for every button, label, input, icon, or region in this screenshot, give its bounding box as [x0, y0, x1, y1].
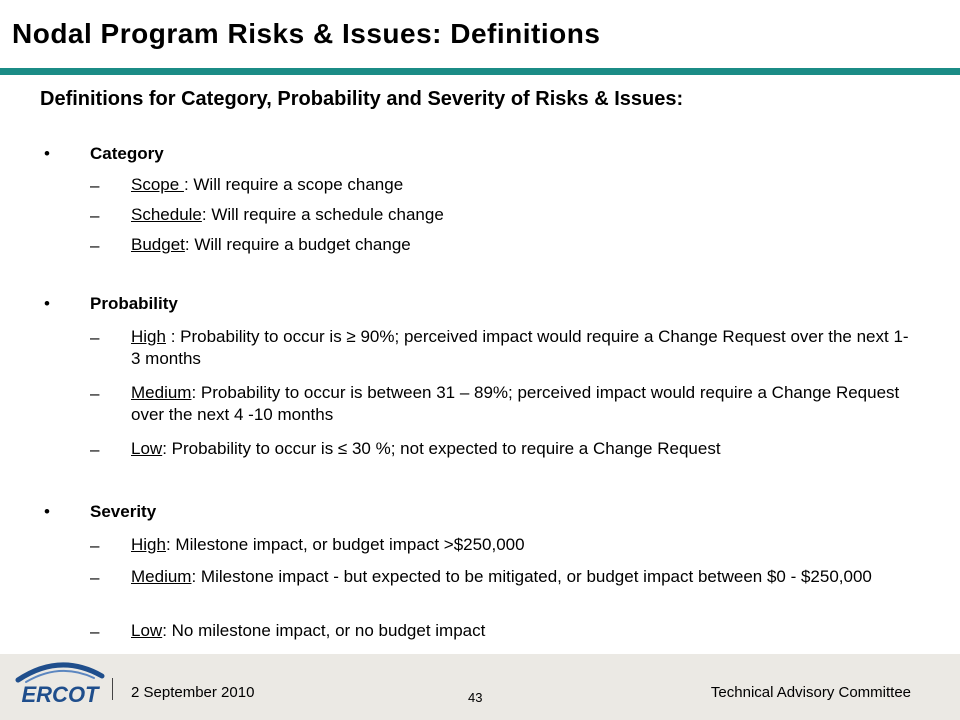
footer-date: 2 September 2010	[131, 684, 255, 701]
dash: –	[90, 384, 100, 403]
dash: –	[90, 622, 100, 641]
heading-category: Category	[90, 144, 164, 163]
page-number: 43	[468, 690, 483, 705]
list-item	[131, 382, 911, 426]
definition: : Milestone impact, or budget impact >$250,000	[165, 535, 525, 554]
term: Medium	[131, 567, 192, 586]
list-item	[131, 174, 911, 196]
list-item	[131, 234, 911, 256]
dash: –	[90, 328, 100, 347]
term: Schedule	[131, 205, 202, 224]
term: Budget	[131, 235, 185, 254]
logo-swoosh	[18, 665, 102, 680]
list-item	[131, 620, 911, 642]
definition: : Probability to occur is between 31 – 89%; perceived impact would require a Change Request over the next 4 -10 months	[131, 383, 900, 424]
dash: –	[90, 236, 100, 255]
title-rule	[0, 68, 960, 75]
term: Medium	[131, 383, 192, 402]
bullet-category: •	[44, 144, 50, 163]
list-item	[131, 326, 911, 370]
definition: : Will require a budget change	[184, 235, 411, 254]
definition: : No milestone impact, or no budget impact	[162, 621, 486, 640]
dash: –	[90, 536, 100, 555]
list-item	[131, 438, 911, 460]
term: Low	[131, 439, 163, 458]
term: High	[131, 327, 166, 346]
ercot-logo	[12, 658, 108, 708]
list-item	[131, 204, 911, 226]
dash: –	[90, 440, 100, 459]
slide-title: Nodal Program Risks & Issues: Definitions	[12, 18, 601, 49]
definition: : Probability to occur is ≥ 90%; perceived impact would require a Change Request over the next 1-3 months	[131, 327, 909, 368]
heading-severity: Severity	[90, 502, 157, 521]
bullet-severity: •	[44, 502, 50, 521]
logo-text: ERCOT	[21, 682, 99, 707]
list-item	[131, 534, 911, 556]
list-item	[131, 566, 911, 588]
footer-committee: Technical Advisory Committee	[710, 684, 911, 701]
footer-separator	[112, 678, 113, 700]
term: Low	[131, 621, 163, 640]
definition: : Probability to occur is ≤ 30 %; not expected to require a Change Request	[162, 439, 721, 458]
definition: : Milestone impact - but expected to be mitigated, or budget impact between $0 - $250,000	[191, 567, 872, 586]
dash: –	[90, 568, 100, 587]
dash: –	[90, 206, 100, 225]
heading-probability: Probability	[90, 294, 178, 313]
dash: –	[90, 176, 100, 195]
term: High	[131, 535, 166, 554]
definition: : Will require a schedule change	[201, 205, 444, 224]
slide-subtitle: Definitions for Category, Probability and Severity of Risks & Issues:	[40, 88, 684, 110]
bullet-probability: •	[44, 294, 50, 313]
definition: : Will require a scope change	[183, 175, 404, 194]
term: Scope	[131, 175, 184, 194]
